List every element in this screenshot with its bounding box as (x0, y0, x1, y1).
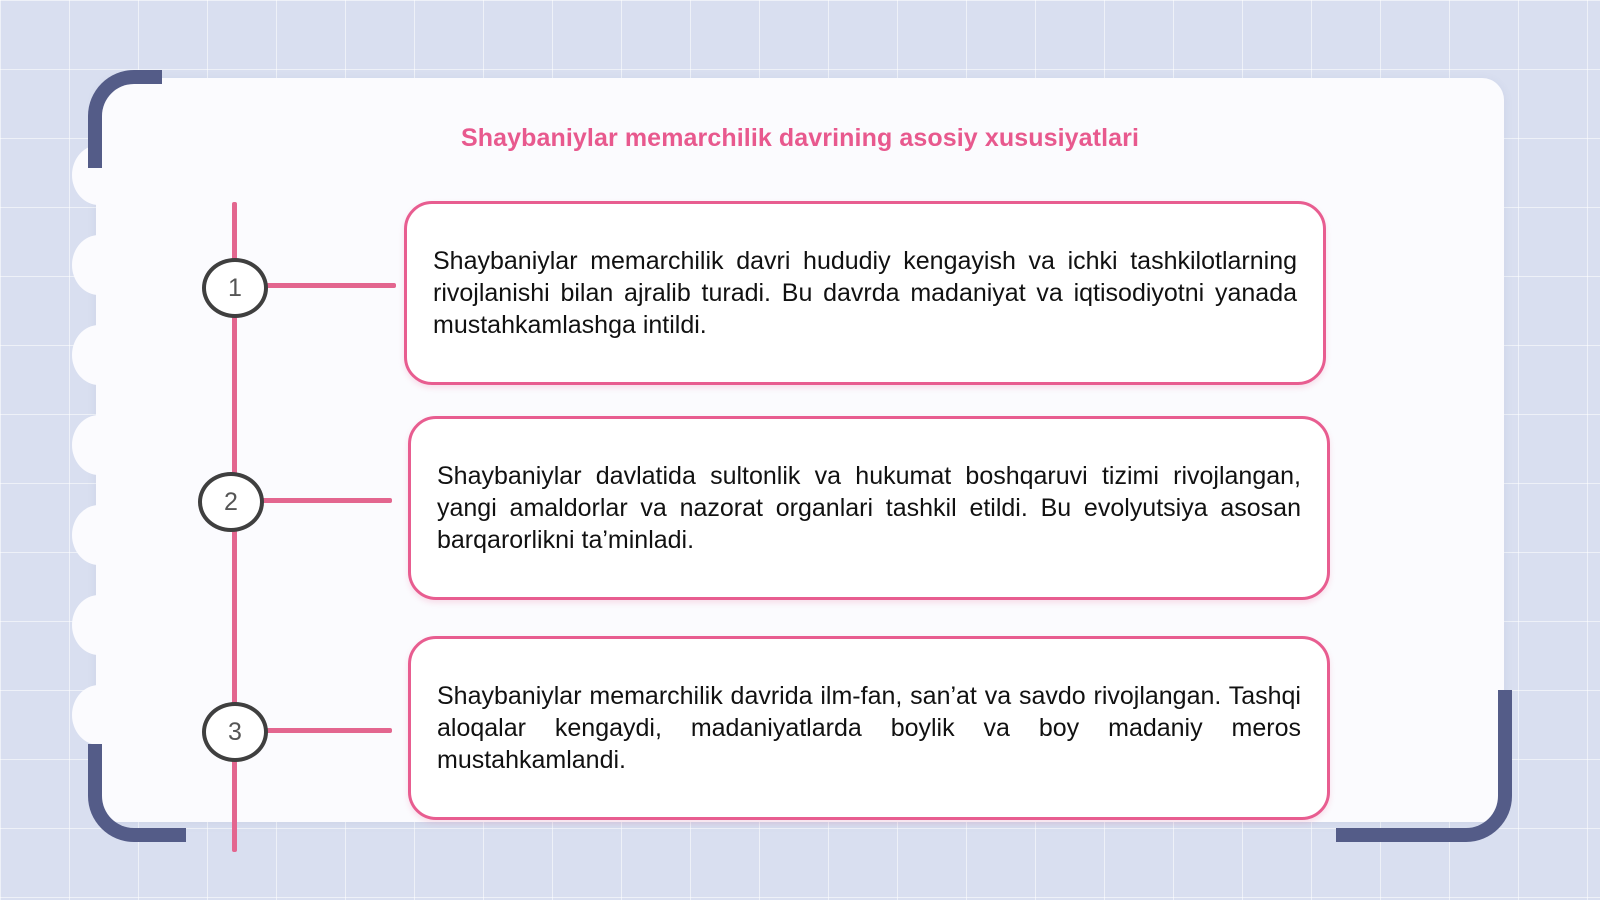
corner-bracket-bottom-left (88, 744, 186, 842)
corner-bracket-bottom-right (1336, 690, 1512, 842)
timeline-connector-3 (266, 728, 392, 733)
step-number-badge-1: 1 (202, 258, 268, 318)
step-number-badge-3: 3 (202, 702, 268, 762)
step-card-1 (404, 201, 1326, 385)
scallop-decoration (72, 235, 126, 295)
scallop-decoration (72, 685, 126, 745)
slide-title: Shaybaniylar memarchilik davrining asosiy xususiyatlari (460, 124, 1140, 152)
timeline-connector-2 (262, 498, 392, 503)
scallop-decoration (72, 415, 126, 475)
step-card-3 (408, 636, 1330, 820)
corner-bracket-top-left (88, 70, 162, 168)
scallop-decoration (72, 505, 126, 565)
step-text-3: Shaybaniylar memarchilik davrida ilm-fan, san’at va savdo rivojlangan. Tashqi aloqalar kengaydi, madaniyatlarda boylik va boy madaniy meros mustahkamlandi. (437, 682, 1301, 774)
step-text-2: Shaybaniylar davlatida sultonlik va hukumat boshqaruvi tizimi rivojlangan, yangi amaldorlar va nazorat organlari tashkil etildi. Bu evolyutsiya asosan barqarorlikni ta’minladi. (437, 462, 1301, 554)
step-number-badge-2: 2 (198, 472, 264, 532)
scallop-decoration (72, 325, 126, 385)
timeline-connector-1 (264, 283, 396, 288)
step-text-1: Shaybaniylar memarchilik davri hududiy kengayish va ichki tashkilotlarning rivojlanishi bilan ajralib turadi. Bu davrda madaniyat va iqtisodiyotni yanada mustahkamlashga intildi. (433, 247, 1297, 339)
scallop-decoration (72, 595, 126, 655)
step-card-2 (408, 416, 1330, 600)
